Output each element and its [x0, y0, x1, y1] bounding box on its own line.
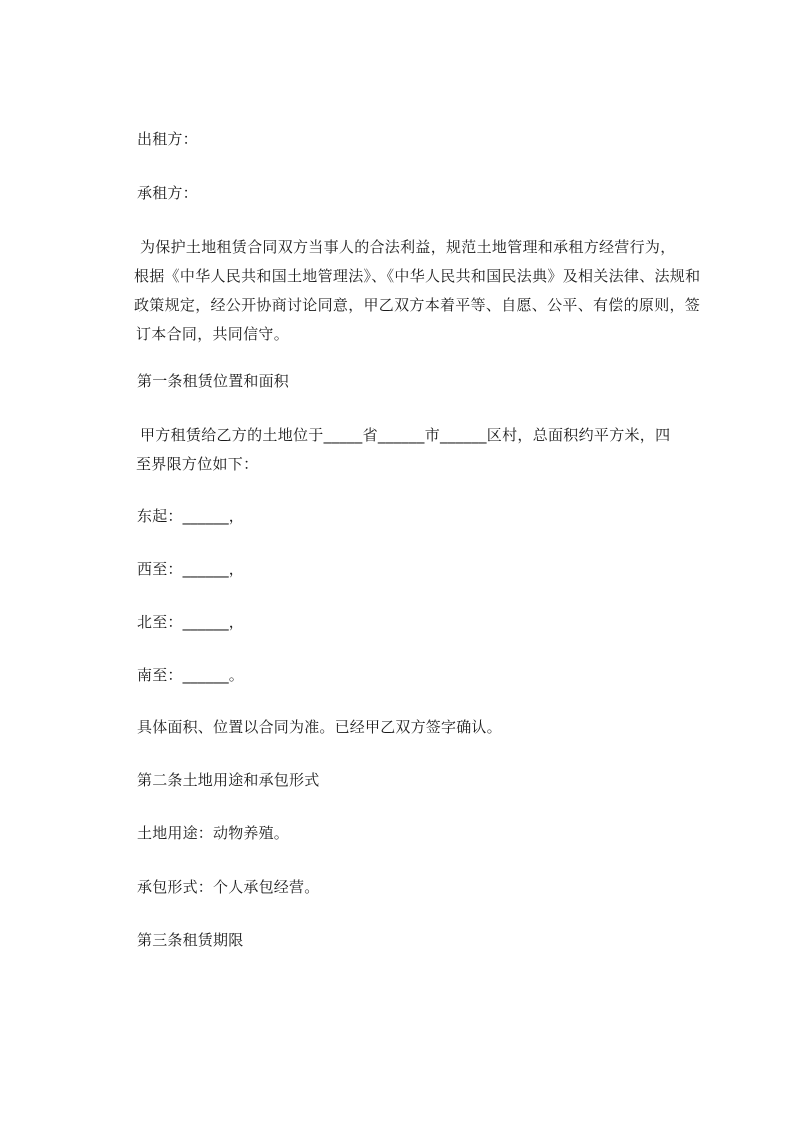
intro-line-3: 政策规定，经公开协商讨论同意，甲乙双方本着平等、自愿、公平、有偿的原则，签 — [134, 296, 701, 314]
article-1-paragraph — [137, 421, 709, 479]
intro-line-4: 订本合同，共同信守。 — [136, 325, 290, 343]
boundary-south: 南至：______。 — [137, 666, 245, 684]
intro-line-2: 根据《中华人民共和国土地管理法》、《中华人民共和国民法典》及相关法律、法规和 — [134, 267, 701, 285]
intro-paragraph — [134, 233, 709, 349]
intro-line-1: 为保护土地租赁合同双方当事人的合法利益，规范土地管理和承租方经营行为， — [140, 238, 676, 256]
area-note: 具体面积、位置以合同为准。已经甲乙双方签字确认。 — [137, 718, 502, 736]
article-3-title: 第三条租赁期限 — [137, 931, 244, 949]
lessor-label: 出租方： — [137, 130, 198, 148]
article-2-title: 第二条土地用途和承包形式 — [137, 771, 320, 789]
article-1-title: 第一条租赁位置和面积 — [137, 372, 290, 390]
article-1-line-2: 至界限方位如下： — [136, 455, 259, 473]
boundary-north: 北至：______， — [137, 613, 245, 631]
contract-form: 承包形式：个人承包经营。 — [137, 878, 320, 896]
boundary-west: 西至：______， — [137, 560, 245, 578]
boundary-east: 东起：______， — [137, 507, 245, 525]
lessee-label: 承租方： — [137, 184, 198, 202]
land-use: 土地用途：动物养殖。 — [137, 824, 290, 842]
article-1-line-1: 甲方租赁给乙方的土地位于_____省______市______区村，总面积约平方米，四 — [140, 426, 671, 444]
